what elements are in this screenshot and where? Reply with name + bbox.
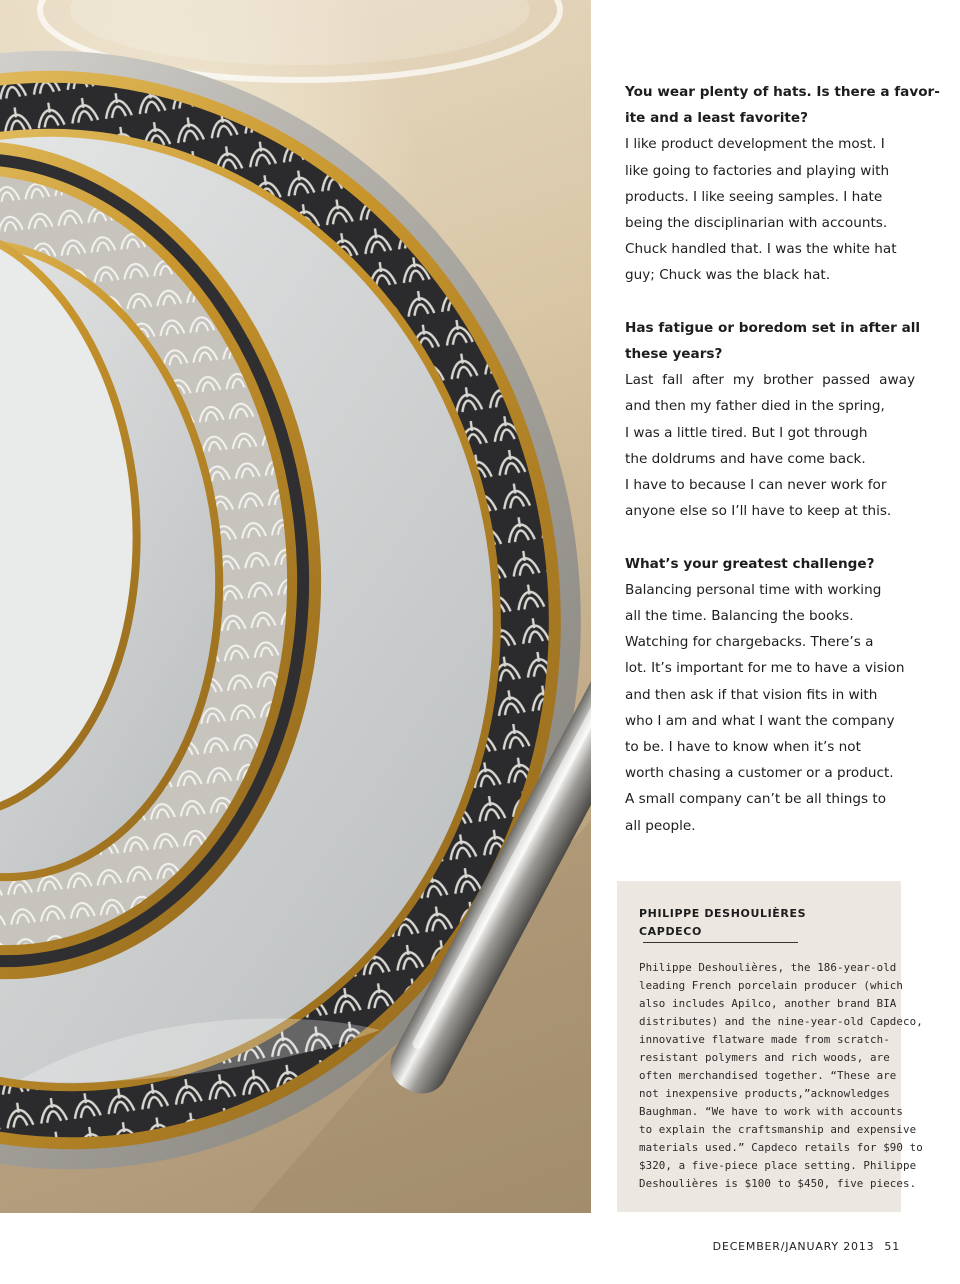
qa-block xyxy=(625,79,940,289)
sidebar-box xyxy=(617,881,923,1212)
qa-block xyxy=(625,551,915,839)
question: What’s your greatest challenge? xyxy=(625,555,875,572)
page-number: 51 xyxy=(884,1240,900,1253)
sidebar-body: Philippe Deshoulières, the 186-year-old leading French porcelain producer (which also includes Apilco, another brand BIA distributes) and the nine-year-old Capdeco, innovative flatware made from scratch- resistant polymers and rich woods, are often merchandised together. “These are not inexpensive products,”acknowledges Baughman. “We have to work with accounts to explain the craftsmanship and expensive materials used.” Capdeco retails for $90 to $320, a five-piece place setting. Philippe Deshoulières is $100 to $450, five pieces. xyxy=(639,961,923,1190)
qa-block xyxy=(625,315,921,525)
answer: Last fall after my brother passed away and then my father died in the spring, I was a little tired. But I got through the doldrums and have come back. I have to because I can never work for anyone else so I’ll have to keep at this. xyxy=(625,372,915,520)
question: Has fatigue or boredom set in after all these years? xyxy=(625,319,921,363)
sidebar-heading: PHILIPPE DESHOULIÈRES CAPDECO xyxy=(639,905,879,942)
heading-rule xyxy=(643,942,798,943)
question: You wear plenty of hats. Is there a favor- ite and a least favorite? xyxy=(625,84,940,127)
page-folio xyxy=(713,1240,900,1253)
answer: I like product development the most. I like going to factories and playing with products. I like seeing samples. I hate being the disciplinarian with accounts. Chuck handled that. I was the white hat guy; Chuck was the black hat. xyxy=(625,136,897,284)
issue-date: DECEMBER/JANUARY 2013 xyxy=(712,1240,875,1253)
interview-article xyxy=(625,79,940,865)
answer: Balancing personal time with working all the time. Balancing the books. Watching for chargebacks. There’s a lot. It’s important for me to have a vision and then ask if that vision fits in with who I am and what I want the company to be. I have to know when it’s not worth chasing a customer or a product. A small company can’t be all things to all people. xyxy=(625,581,905,834)
